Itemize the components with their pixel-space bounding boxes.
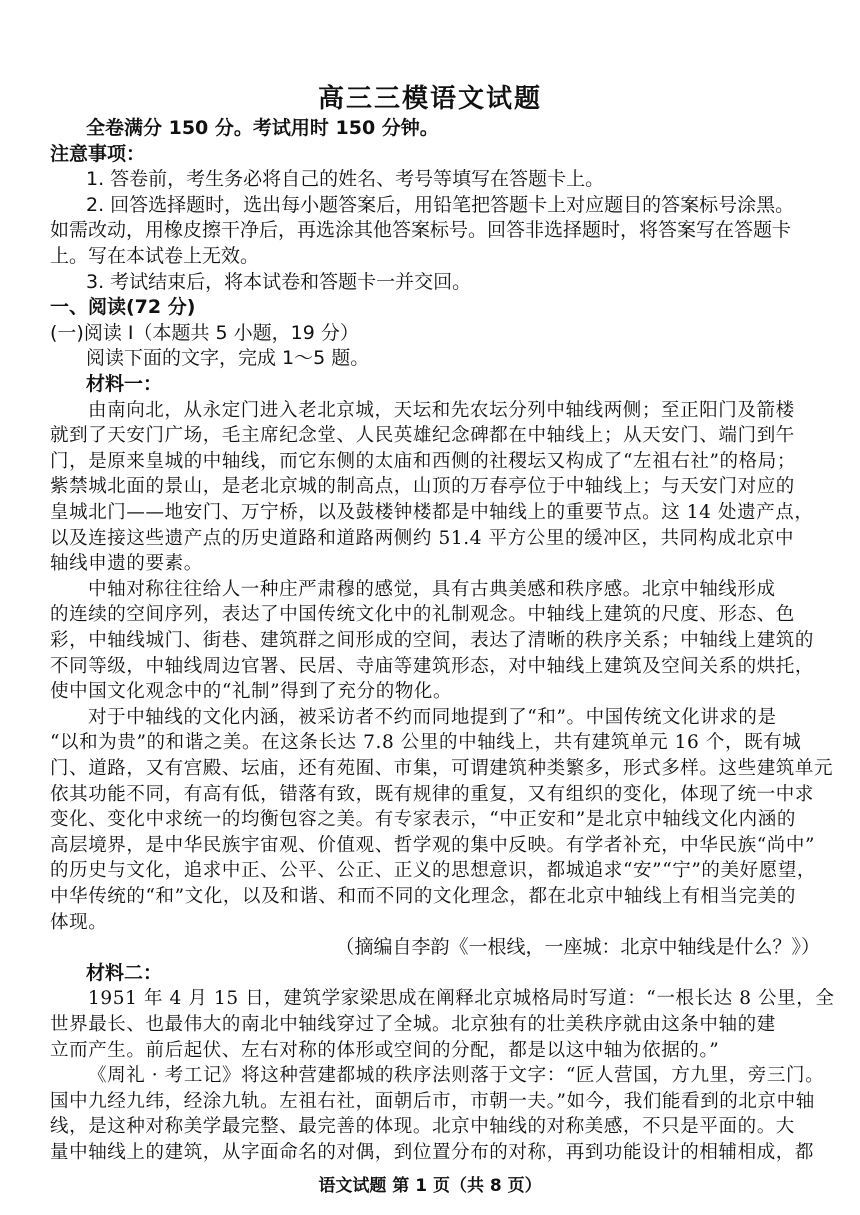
- material2-line: 1951 年 4 月 15 日，建筑学家梁思成在阐释北京城格局时写道：“一根长达 8 公里，全: [88, 988, 835, 1010]
- material1-line: 对于中轴线的文化内涵，被采访者不约而同地提到了“和”。中国传统文化讲求的是: [88, 706, 777, 728]
- exam-info: 全卷满分 150 分。考试用时 150 分钟。: [86, 117, 439, 139]
- material1-line: “以和为贵”的和谐之美。在这条长达 7.8 公里的中轴线上，共有建筑单元 16 个，既有城: [50, 732, 802, 754]
- material1-line: 高层境界，是中华民族宇宙观、价值观、哲学观的集中反映。有学者补充，中华民族“尚中”: [50, 834, 816, 856]
- material1-line: 以及连接这些遗产点的历史道路和道路两侧约 51.4 平方公里的缓冲区，共同构成北京中: [50, 527, 795, 549]
- material1-line: 紫禁城北面的景山，是老北京城的制高点，山顶的万春亭位于中轴线上；与天安门对应的: [50, 476, 795, 498]
- material1-line: 轴线申遗的要素。: [50, 553, 203, 575]
- material1-line: 的连续的空间序列，表达了中国传统文化中的礼制观念。中轴线上建筑的尺度、形态、色: [50, 604, 795, 626]
- notice-heading: 注意事项：: [50, 142, 146, 165]
- page-footer: 语文试题 第 1 页（共 8 页）: [318, 1175, 542, 1196]
- material1-line: 门，是原来皇城的中轴线，而它东侧的太庙和西侧的社稷坛又构成了“左祖右社”的格局；: [50, 450, 796, 472]
- material2-line: 国中九经九纬，经涂九轨。左祖右社，面朝后市，市朝一夫。”如今，我们能看到的北京中轴: [50, 1090, 815, 1112]
- material1-line: 中华传统的“和”文化，以及和谐、和而不同的文化理念，都在北京中轴线上有相当完美的: [50, 886, 796, 907]
- material1-line: 由南向北，从永定门进入老北京城，天坛和先农坛分列中轴线两侧；至正阳门及箭楼: [88, 399, 795, 421]
- material2-line: 世界最长、也最伟大的南北中轴线穿过了全城。北京独有的壮美秩序就由这条中轴的建: [50, 1014, 776, 1035]
- notice-line: 如需改动，用橡皮擦干净后，再选涂其他答案标号。回答非选择题时，将答案写在答题卡: [50, 219, 792, 242]
- material1-line: 不同等级，中轴线周边官署、民居、寺庙等建筑形态，对中轴线上建筑及空间关系的烘托，: [50, 655, 815, 677]
- material1-line: 依其功能不同，有高有低，错落有致，既有规律的重复，又有组织的变化，体现了统一中求: [50, 783, 815, 805]
- page-title: 高三三模语文试题: [317, 84, 542, 114]
- section-heading: 一、阅读(72 分): [50, 296, 196, 319]
- material1-line: 彩，中轴线城门、街巷、建筑群之间形成的空间，表达了清晰的秩序关系；中轴线上建筑的: [50, 630, 815, 651]
- material1-line: 中轴对称往往给人一种庄严肃穆的感觉，具有古典美感和秩序感。北京中轴线形成: [88, 578, 776, 600]
- notice-line: 3. 考试结束后，将本试卷和答题卡一并交回。: [86, 270, 472, 293]
- material2-line: 量中轴线上的建筑，从字面命名的对偶，到位置分布的对称，再到功能设计的相辅相成，都: [50, 1142, 815, 1163]
- material2-line: 立而产生。前后起伏、左右对称的体形或空间的分配，都是以这中轴为依据的。”: [50, 1039, 720, 1061]
- material1-line: 的历史与文化，追求中正、公平、公正、正义的思想意识，都城追求“安”“宁”的美好愿望，: [50, 860, 817, 882]
- material1-line: 皇城北门——地安门、万宁桥，以及鼓楼钟楼都是中轴线上的重要节点。这 14 处遗产点，: [50, 502, 814, 523]
- material1-line: 就到了天安门广场，毛主席纪念堂、人民英雄纪念碑都在中轴线上；从天安门、端门到午: [50, 425, 795, 447]
- instruction: 阅读下面的文字，完成 1～5 题。: [86, 347, 370, 370]
- material1-line: 使中国文化观念中的“礼制”得到了充分的物化。: [50, 681, 453, 703]
- material2-line: 《周礼 · 考工记》将这种营建都城的秩序法则落于文字：“匠人营国，方九里，旁三门。: [88, 1065, 825, 1087]
- material1-heading: 材料一：: [86, 373, 163, 395]
- notice-line: 上。写在本试卷上无效。: [50, 245, 260, 267]
- material1-line: 体现。: [50, 911, 108, 933]
- subsection-heading: (一)阅读 I（本题共 5 小题，19 分）: [50, 321, 359, 344]
- material2-heading: 材料二：: [86, 961, 163, 984]
- material2-line: 线，是这种对称美学最完整、最完善的体现。北京中轴线的对称美感，不只是平面的。大: [50, 1116, 795, 1138]
- material1-line: 变化、变化中求统一的均衡包容之美。有专家表示，“中正安和”是北京中轴线文化内涵的: [50, 809, 796, 831]
- material1-source: （摘编自李韵《一根线，一座城：北京中轴线是什么？》）: [335, 936, 820, 959]
- notice-line: 1. 答卷前，考生务必将自己的姓名、考号等填写在答题卡上。: [86, 168, 605, 191]
- material1-line: 门、道路，又有宫殿、坛庙，还有苑囿、市集，可谓建筑种类繁多，形式多样。这些建筑单元: [50, 758, 834, 779]
- notice-line: 2. 回答选择题时，选出每小题答案后，用铅笔把答题卡上对应题目的答案标号涂黑。: [86, 193, 795, 216]
